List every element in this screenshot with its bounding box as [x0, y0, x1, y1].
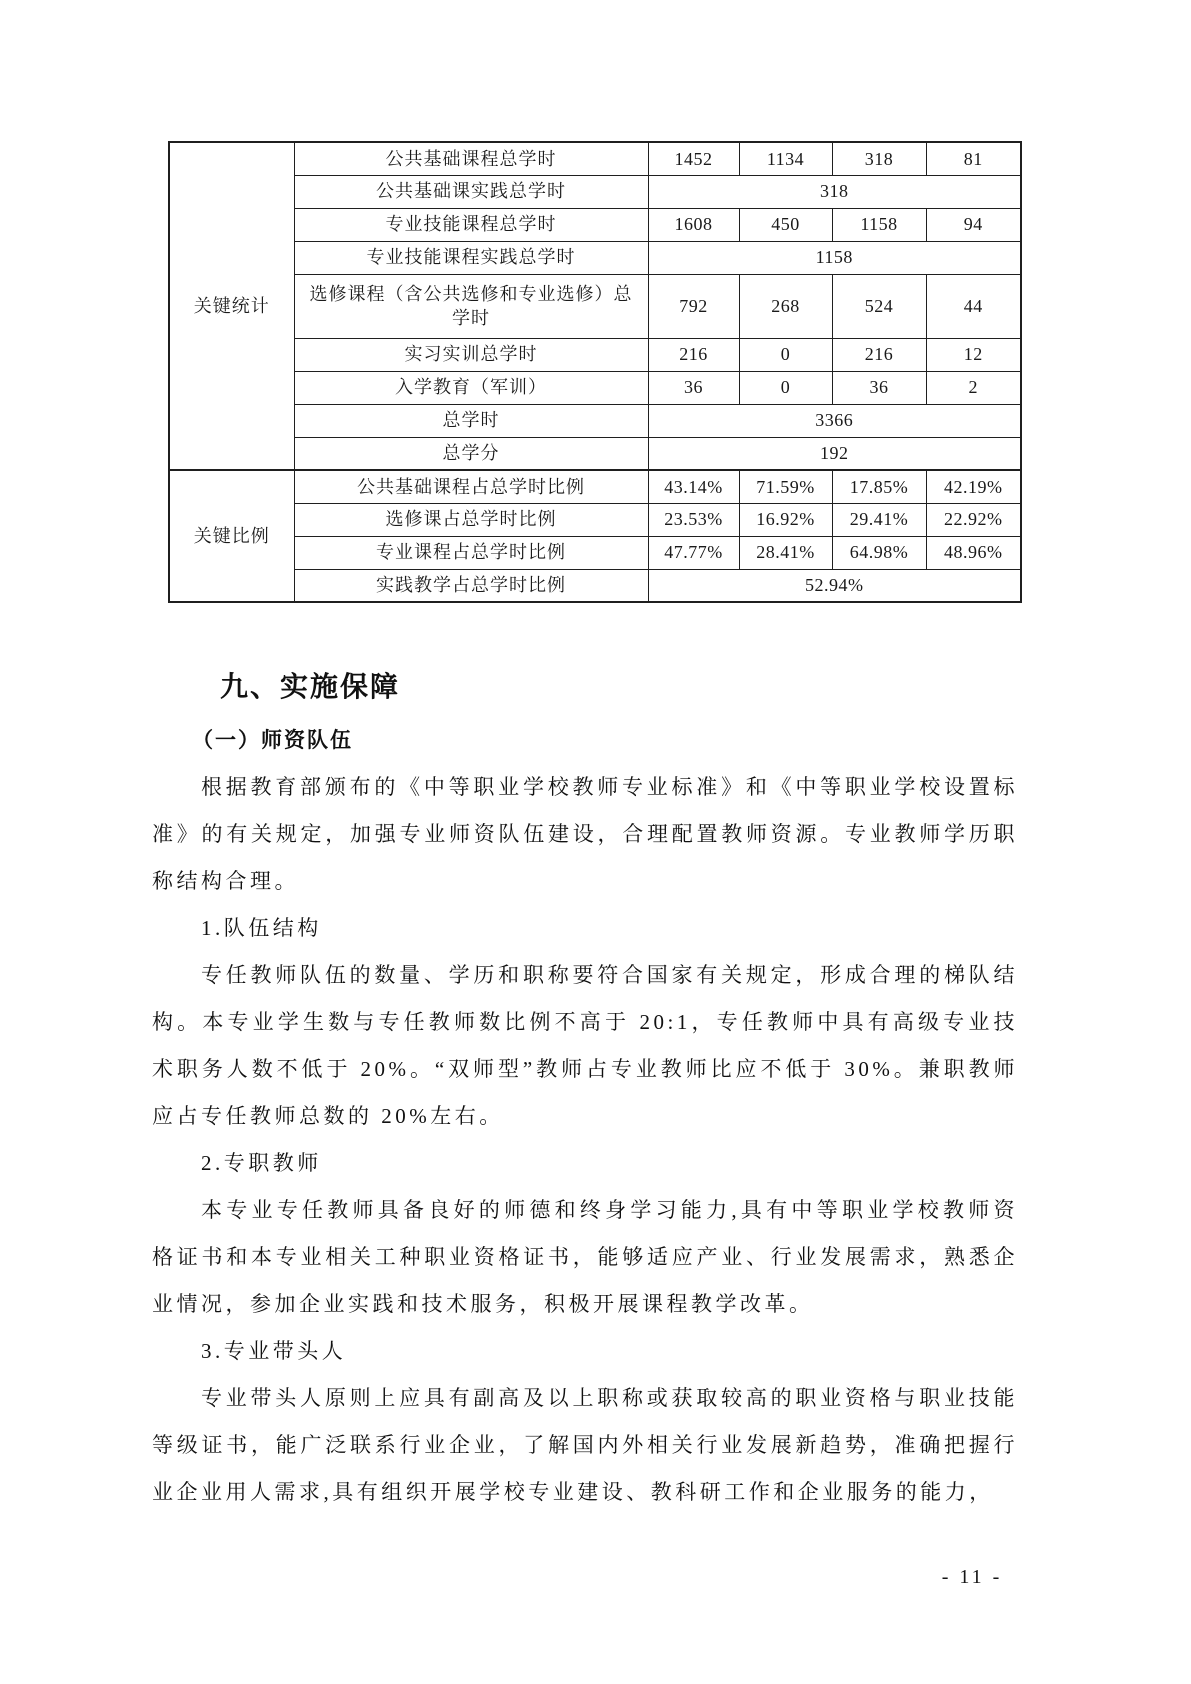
row-label: 实习实训总学时 [294, 338, 648, 371]
row-label: 公共基础课程占总学时比例 [294, 470, 648, 503]
value-cell: 48.96% [926, 536, 1021, 569]
row-label: 专业课程占总学时比例 [294, 536, 648, 569]
value-cell: 450 [739, 208, 832, 241]
subsection-heading: （一）师资队伍 [192, 729, 353, 752]
value-cell: 792 [648, 274, 739, 338]
value-cell: 17.85% [832, 470, 926, 503]
value-cell: 28.41% [739, 536, 832, 569]
table-row [169, 208, 1021, 241]
table-row [169, 569, 1021, 602]
row-label: 专业技能课程总学时 [294, 208, 648, 241]
value-cell: 22.92% [926, 503, 1021, 536]
row-label: 总学时 [294, 404, 648, 437]
value-cell: 12 [926, 338, 1021, 371]
row-label: 公共基础课程总学时 [294, 142, 648, 175]
value-cell: 44 [926, 274, 1021, 338]
row-label: 总学分 [294, 437, 648, 470]
table-row [169, 241, 1021, 274]
section-content [152, 670, 1018, 1516]
table-row [169, 142, 1021, 175]
table-row [169, 470, 1021, 503]
body-paragraph: 根据教育部颁布的《中等职业学校教师专业标准》和《中等职业学校设置标准》的有关规定，加强专业师资队伍建设，合理配置教师资源。专业教师学历职称结构合理。 [152, 775, 1018, 893]
merged-value-cell: 1158 [648, 241, 1021, 274]
value-cell: 1134 [739, 142, 832, 175]
value-cell: 268 [739, 274, 832, 338]
page-number: - 11 - [941, 1566, 1003, 1588]
body-paragraph: 专任教师队伍的数量、学历和职称要符合国家有关规定，形成合理的梯队结构。本专业学生数与专任教师数比例不高于 20:1，专任教师中具有高级专业技术职务人数不低于 20%。“双师型”教师占专业教师比应不低于 30%。兼职教师应占专任教师总数的 20%左右。 [152, 963, 1018, 1128]
table-row [169, 175, 1021, 208]
row-label: 公共基础课实践总学时 [294, 175, 648, 208]
key-statistics-table [168, 141, 1022, 603]
row-label: 专业技能课程实践总学时 [294, 241, 648, 274]
table-row [169, 274, 1021, 338]
numbered-item: 2.专职教师 [201, 1151, 322, 1175]
numbered-item: 1.队伍结构 [201, 916, 322, 940]
value-cell: 216 [648, 338, 739, 371]
body-paragraph: 专业带头人原则上应具有副高及以上职称或获取较高的职业资格与职业技能等级证书，能广泛联系行业企业，了解国内外相关行业发展新趋势，准确把握行业企业用人需求,具有组织开展学校专业建设、教科研工作和企业服务的能力， [152, 1386, 1018, 1504]
merged-value-cell: 192 [648, 437, 1021, 470]
row-group-label: 关键统计 [169, 142, 294, 470]
numbered-item: 3.专业带头人 [201, 1339, 347, 1363]
table-row [169, 503, 1021, 536]
value-cell: 16.92% [739, 503, 832, 536]
value-cell: 36 [648, 371, 739, 404]
value-cell: 524 [832, 274, 926, 338]
merged-value-cell: 3366 [648, 404, 1021, 437]
table-row [169, 404, 1021, 437]
stats-table-body [169, 142, 1021, 602]
table-row [169, 536, 1021, 569]
value-cell: 2 [926, 371, 1021, 404]
section-heading: 九、实施保障 [220, 671, 401, 702]
value-cell: 0 [739, 338, 832, 371]
merged-value-cell: 52.94% [648, 569, 1021, 602]
body-paragraph: 本专业专任教师具备良好的师德和终身学习能力,具有中等职业学校教师资格证书和本专业相关工种职业资格证书，能够适应产业、行业发展需求，熟悉企业情况，参加企业实践和技术服务，积极开展课程教学改革。 [152, 1198, 1018, 1316]
value-cell: 42.19% [926, 470, 1021, 503]
value-cell: 1608 [648, 208, 739, 241]
row-group-label: 关键比例 [169, 470, 294, 602]
value-cell: 71.59% [739, 470, 832, 503]
value-cell: 1158 [832, 208, 926, 241]
value-cell: 0 [739, 371, 832, 404]
value-cell: 81 [926, 142, 1021, 175]
value-cell: 47.77% [648, 536, 739, 569]
row-label: 入学教育（军训） [294, 371, 648, 404]
row-label: 选修课占总学时比例 [294, 503, 648, 536]
value-cell: 216 [832, 338, 926, 371]
value-cell: 23.53% [648, 503, 739, 536]
value-cell: 29.41% [832, 503, 926, 536]
value-cell: 1452 [648, 142, 739, 175]
table-row [169, 338, 1021, 371]
value-cell: 318 [832, 142, 926, 175]
merged-value-cell: 318 [648, 175, 1021, 208]
row-label: 实践教学占总学时比例 [294, 569, 648, 602]
value-cell: 64.98% [832, 536, 926, 569]
table-row [169, 437, 1021, 470]
row-label: 选修课程（含公共选修和专业选修）总学时 [294, 274, 648, 338]
value-cell: 94 [926, 208, 1021, 241]
table-row [169, 371, 1021, 404]
value-cell: 36 [832, 371, 926, 404]
value-cell: 43.14% [648, 470, 739, 503]
